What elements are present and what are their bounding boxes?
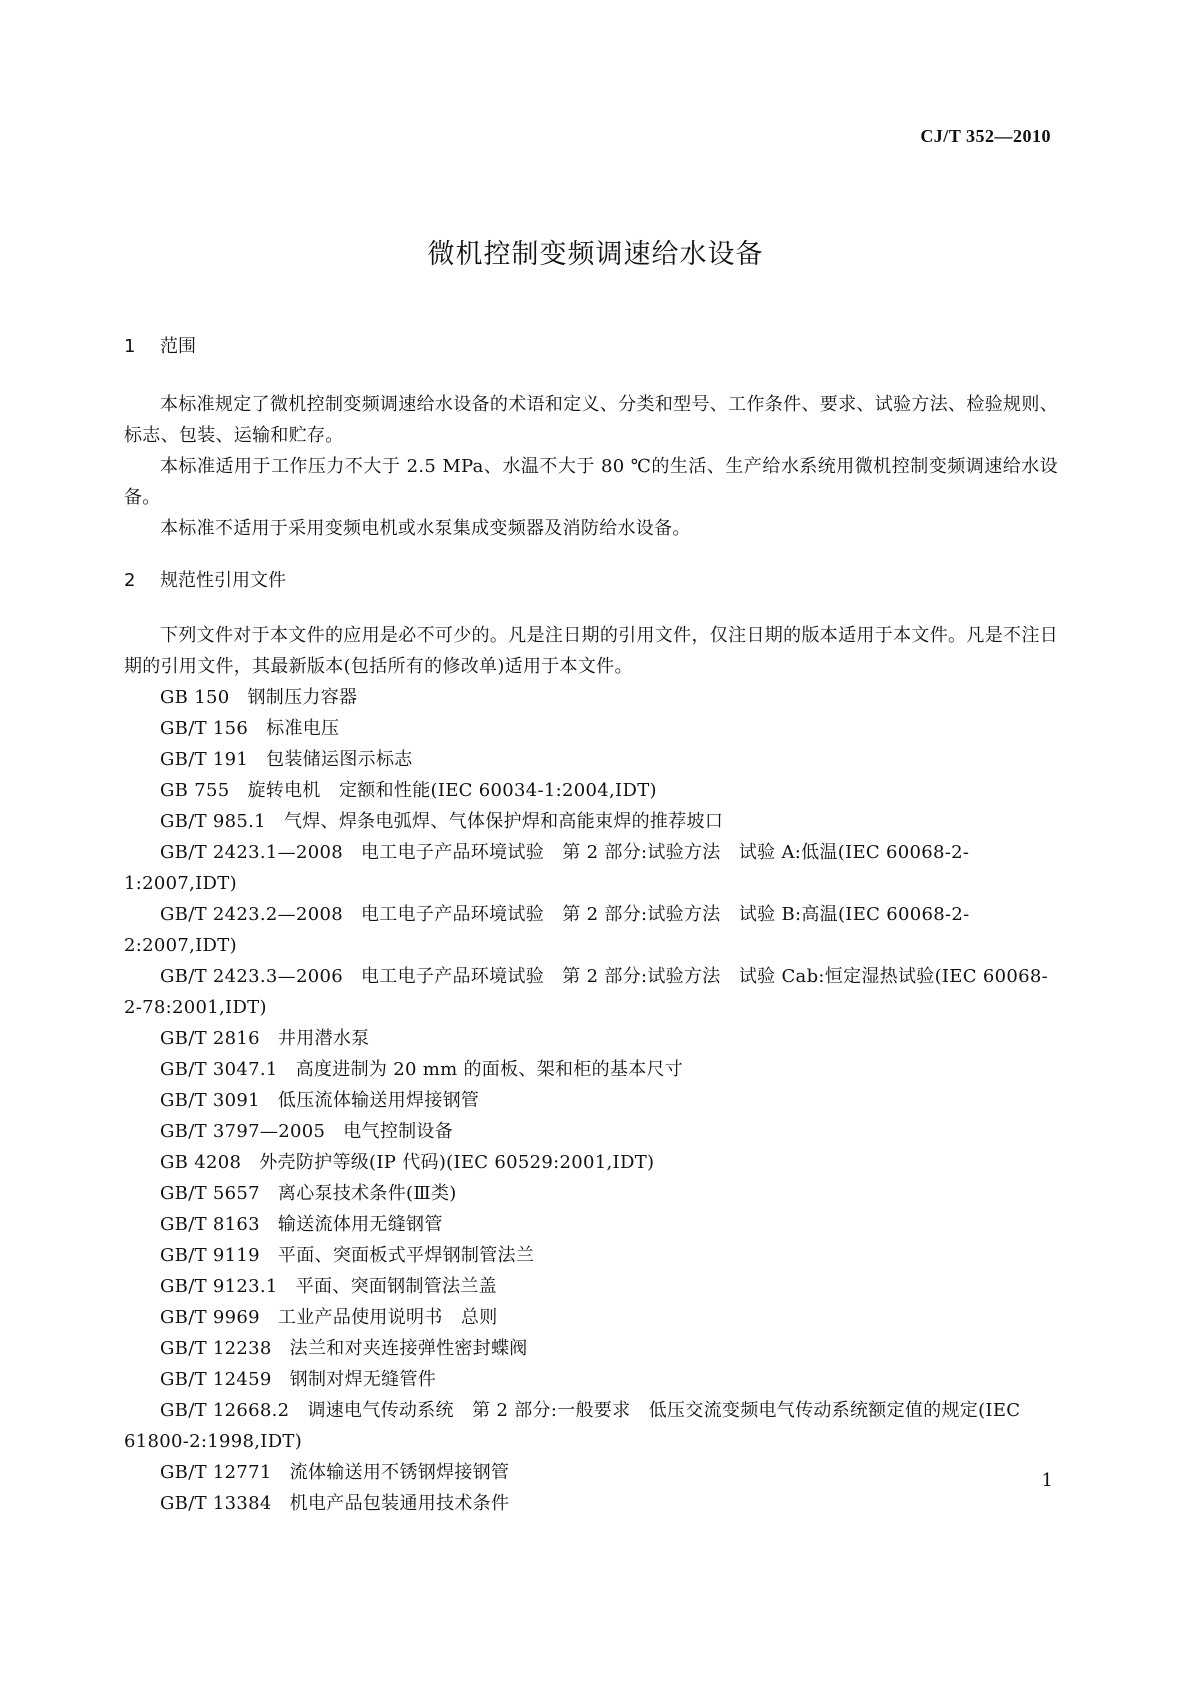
reference-title: 电工电子产品环境试验 第 2 部分:试验方法 试验 A:低温(IEC 60068-2-1:2007,IDT) — [124, 842, 970, 894]
reference-title: 钢制压力容器 — [247, 687, 358, 708]
reference-title: 离心泵技术条件(Ⅲ类) — [277, 1183, 457, 1204]
reference-title: 旋转电机 定额和性能(IEC 60034-1:2004,IDT) — [247, 780, 657, 801]
reference-title: 钢制对焊无缝管件 — [289, 1369, 437, 1390]
reference-item — [124, 899, 1058, 961]
reference-item — [124, 1302, 1058, 1333]
reference-title: 低压流体输送用焊接钢管 — [277, 1090, 480, 1111]
reference-item — [124, 1457, 1058, 1488]
reference-title: 输送流体用无缝钢管 — [277, 1214, 443, 1235]
reference-item — [124, 775, 1058, 806]
reference-code: GB/T 2423.2—2008 — [160, 904, 343, 925]
reference-title: 平面、突面板式平焊钢制管法兰 — [277, 1245, 535, 1266]
reference-title: 机电产品包装通用技术条件 — [289, 1493, 510, 1514]
reference-code: GB/T 12771 — [160, 1462, 272, 1483]
reference-title: 工业产品使用说明书 总则 — [277, 1307, 498, 1328]
reference-code: GB/T 2816 — [160, 1028, 260, 1049]
reference-item — [124, 1488, 1058, 1519]
reference-code: GB/T 12668.2 — [160, 1400, 290, 1421]
reference-item — [124, 961, 1058, 1023]
reference-title: 高度进制为 20 mm 的面板、架和柜的基本尺寸 — [295, 1059, 684, 1080]
reference-title: 法兰和对夹连接弹性密封蝶阀 — [289, 1338, 528, 1359]
section-title: 规范性引用文件 — [160, 570, 286, 591]
reference-item — [124, 837, 1058, 899]
reference-code: GB/T 3797—2005 — [160, 1121, 326, 1142]
reference-code: GB/T 9969 — [160, 1307, 260, 1328]
reference-title: 井用潜水泵 — [277, 1028, 370, 1049]
section-number: 1 — [124, 336, 136, 357]
reference-code: GB/T 2423.3—2006 — [160, 966, 343, 987]
reference-code: GB/T 12459 — [160, 1369, 272, 1390]
reference-code: GB/T 2423.1—2008 — [160, 842, 343, 863]
reference-item — [124, 1395, 1058, 1457]
reference-code: GB/T 9119 — [160, 1245, 260, 1266]
reference-item — [124, 1147, 1058, 1178]
reference-title: 气焊、焊条电弧焊、气体保护焊和高能束焊的推荐坡口 — [283, 811, 724, 832]
reference-code: GB/T 3091 — [160, 1090, 260, 1111]
reference-item — [124, 1333, 1058, 1364]
reference-item — [124, 1085, 1058, 1116]
reference-code: GB 4208 — [160, 1152, 242, 1173]
reference-item — [124, 744, 1058, 775]
reference-code: GB/T 12238 — [160, 1338, 272, 1359]
reference-title: 电工电子产品环境试验 第 2 部分:试验方法 试验 B:高温(IEC 60068-2-2:2007,IDT) — [124, 904, 970, 956]
reference-title: 调速电气传动系统 第 2 部分:一般要求 低压交流变频电气传动系统额定值的规定(IEC 61800-2:1998,IDT) — [124, 1400, 1021, 1452]
page-number: 1 — [1041, 1470, 1053, 1491]
reference-title: 包装储运图示标志 — [266, 749, 413, 770]
standard-number: CJ/T 352—2010 — [920, 126, 1051, 146]
reference-title: 标准电压 — [266, 718, 340, 739]
section-number: 2 — [124, 570, 136, 591]
section-2-heading — [124, 566, 1058, 596]
reference-code: GB/T 8163 — [160, 1214, 260, 1235]
section-1-heading — [124, 332, 1058, 362]
reference-code: GB 755 — [160, 780, 230, 801]
reference-item — [124, 1116, 1058, 1147]
reference-title: 电气控制设备 — [343, 1121, 454, 1142]
reference-item — [124, 1364, 1058, 1395]
page-title: 微机控制变频调速给水设备 — [427, 239, 764, 270]
reference-code: GB/T 191 — [160, 749, 249, 770]
reference-title: 外壳防护等级(IP 代码)(IEC 60529:2001,IDT) — [259, 1152, 655, 1173]
reference-code: GB/T 156 — [160, 718, 249, 739]
reference-item — [124, 1054, 1058, 1085]
reference-code: GB 150 — [160, 687, 230, 708]
reference-code: GB/T 5657 — [160, 1183, 260, 1204]
scope-paragraph: 本标准不适用于采用变频电机或水泵集成变频器及消防给水设备。 — [160, 518, 691, 539]
reference-item — [124, 1209, 1058, 1240]
reference-code: GB/T 9123.1 — [160, 1276, 278, 1297]
reference-title: 电工电子产品环境试验 第 2 部分:试验方法 试验 Cab:恒定湿热试验(IEC 60068-2-78:2001,IDT) — [124, 966, 1048, 1018]
section-title: 范围 — [160, 336, 196, 357]
reference-title: 流体输送用不锈钢焊接钢管 — [289, 1462, 510, 1483]
reference-item — [124, 1240, 1058, 1271]
reference-item — [124, 1178, 1058, 1209]
reference-item — [124, 1023, 1058, 1054]
reference-code: GB/T 13384 — [160, 1493, 272, 1514]
reference-title: 平面、突面钢制管法兰盖 — [295, 1276, 497, 1297]
reference-item — [124, 682, 1058, 713]
reference-code: GB/T 985.1 — [160, 811, 266, 832]
document-body — [124, 332, 1058, 1519]
reference-item — [124, 713, 1058, 744]
reference-item — [124, 806, 1058, 837]
reference-list — [124, 682, 1058, 1519]
references-intro: 下列文件对于本文件的应用是必不可少的。凡是注日期的引用文件，仅注日期的版本适用于本文件。凡是不注日期的引用文件，其最新版本(包括所有的修改单)适用于本文件。 — [124, 625, 1058, 677]
scope-paragraph: 本标准规定了微机控制变频调速给水设备的术语和定义、分类和型号、工作条件、要求、试验方法、检验规则、标志、包装、运输和贮存。 — [124, 394, 1058, 446]
reference-code: GB/T 3047.1 — [160, 1059, 278, 1080]
scope-paragraph: 本标准适用于工作压力不大于 2.5 MPa、水温不大于 80 ℃的生活、生产给水系统用微机控制变频调速给水设备。 — [124, 456, 1058, 508]
reference-item — [124, 1271, 1058, 1302]
